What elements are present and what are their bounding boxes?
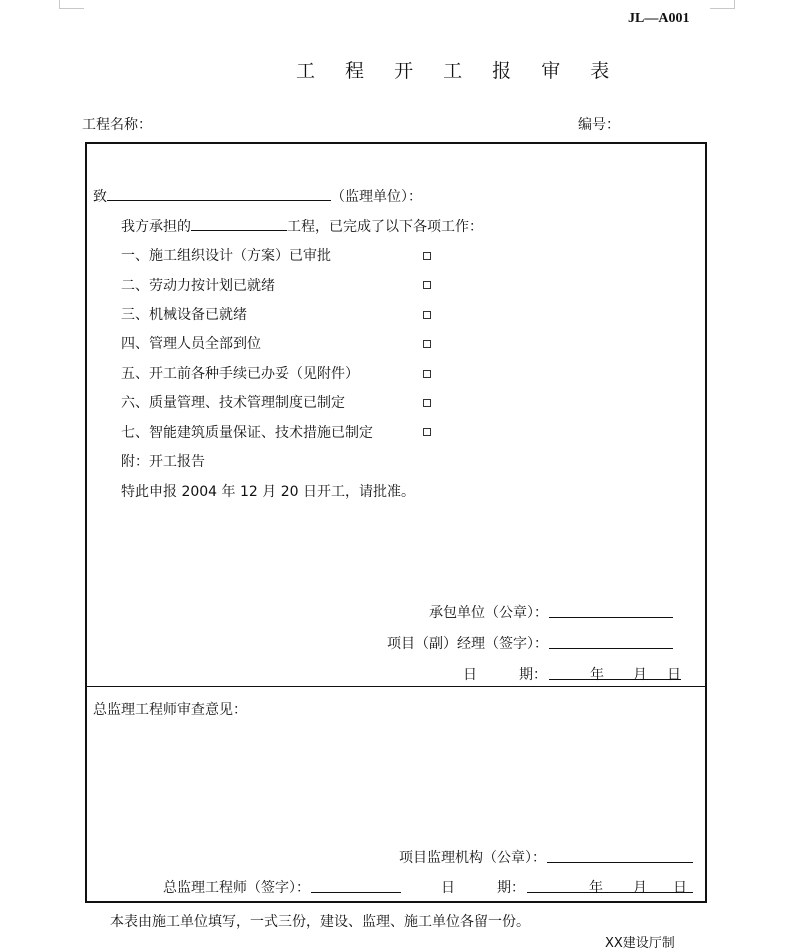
checklist-item: 三、机械设备已就绪: [121, 307, 247, 323]
checklist-item: 六、质量管理、技术管理制度已制定: [121, 395, 345, 411]
project-name-label: 工程名称：: [82, 117, 152, 133]
intro-prefix: 我方承担的: [121, 219, 191, 235]
chief-date-label-ri: 日: [441, 880, 455, 896]
project-blank[interactable]: [191, 216, 287, 231]
date-label-ri: 日: [463, 667, 477, 683]
chief-date-month: 月: [633, 880, 647, 896]
date-label-qi: 期：: [519, 667, 547, 683]
chief-engineer-label: 总监理工程师（签字）：: [163, 880, 310, 896]
checkbox[interactable]: [423, 370, 431, 378]
checkbox[interactable]: [423, 428, 431, 436]
contractor-date-blank[interactable]: [549, 665, 681, 680]
corner-mark-right: [710, 0, 735, 9]
form-box: [85, 142, 707, 903]
chief-date-day: 日: [673, 880, 687, 896]
attachment-line: 附：开工报告: [121, 454, 205, 470]
project-manager-signature-blank[interactable]: [549, 634, 673, 649]
intro-suffix: 工程，已完成了以下各项工作：: [287, 219, 483, 235]
date-month: 月: [633, 667, 647, 683]
review-opinion-label: 总监理工程师审查意见：: [93, 702, 247, 718]
checkbox[interactable]: [423, 252, 431, 260]
addressee-suffix: （监理单位）：: [331, 189, 422, 205]
request-line: 特此申报 2004 年 12 月 20 日开工，请批准。: [121, 484, 415, 500]
section-divider: [87, 686, 705, 687]
date-day: 日: [667, 667, 681, 683]
contractor-label: 承包单位（公章）：: [429, 605, 548, 621]
chief-date-year: 年: [589, 880, 603, 896]
checklist-item: 七、智能建筑质量保证、技术措施已制定: [121, 425, 373, 441]
chief-date-blank[interactable]: [527, 878, 693, 893]
checklist-item: 五、开工前各种手续已办妥（见附件）: [121, 366, 359, 382]
supervision-unit-blank[interactable]: [107, 186, 331, 201]
page-title: 工 程 开 工 报 审 表: [296, 60, 622, 82]
document-code: JL—A001: [628, 11, 690, 26]
addressee-line: [93, 186, 422, 206]
date-year: 年: [590, 667, 604, 683]
supervision-org-seal-blank[interactable]: [547, 848, 693, 863]
corner-mark-left: [59, 0, 84, 9]
checklist-item: 一、施工组织设计（方案）已审批: [121, 248, 331, 264]
checkbox[interactable]: [423, 281, 431, 289]
contractor-seal-blank[interactable]: [549, 603, 673, 618]
checkbox[interactable]: [423, 311, 431, 319]
footer-publisher: XX建设厅制: [605, 936, 675, 951]
addressee-prefix: 致: [93, 189, 107, 205]
supervision-org-label: 项目监理机构（公章）：: [399, 850, 546, 866]
chief-date-label-qi: 期：: [497, 880, 525, 896]
checklist-item: 二、劳动力按计划已就绪: [121, 278, 275, 294]
serial-number-label: 编号：: [578, 117, 620, 133]
footer-note: 本表由施工单位填写，一式三份，建设、监理、施工单位各留一份。: [110, 914, 530, 930]
chief-engineer-signature-blank[interactable]: [311, 878, 401, 893]
checklist-item: 四、管理人员全部到位: [121, 336, 261, 352]
project-manager-label: 项目（副）经理（签字）：: [387, 636, 548, 652]
review-opinion-area[interactable]: [93, 722, 693, 832]
checkbox[interactable]: [423, 399, 431, 407]
intro-line: [121, 216, 483, 236]
checkbox[interactable]: [423, 340, 431, 348]
